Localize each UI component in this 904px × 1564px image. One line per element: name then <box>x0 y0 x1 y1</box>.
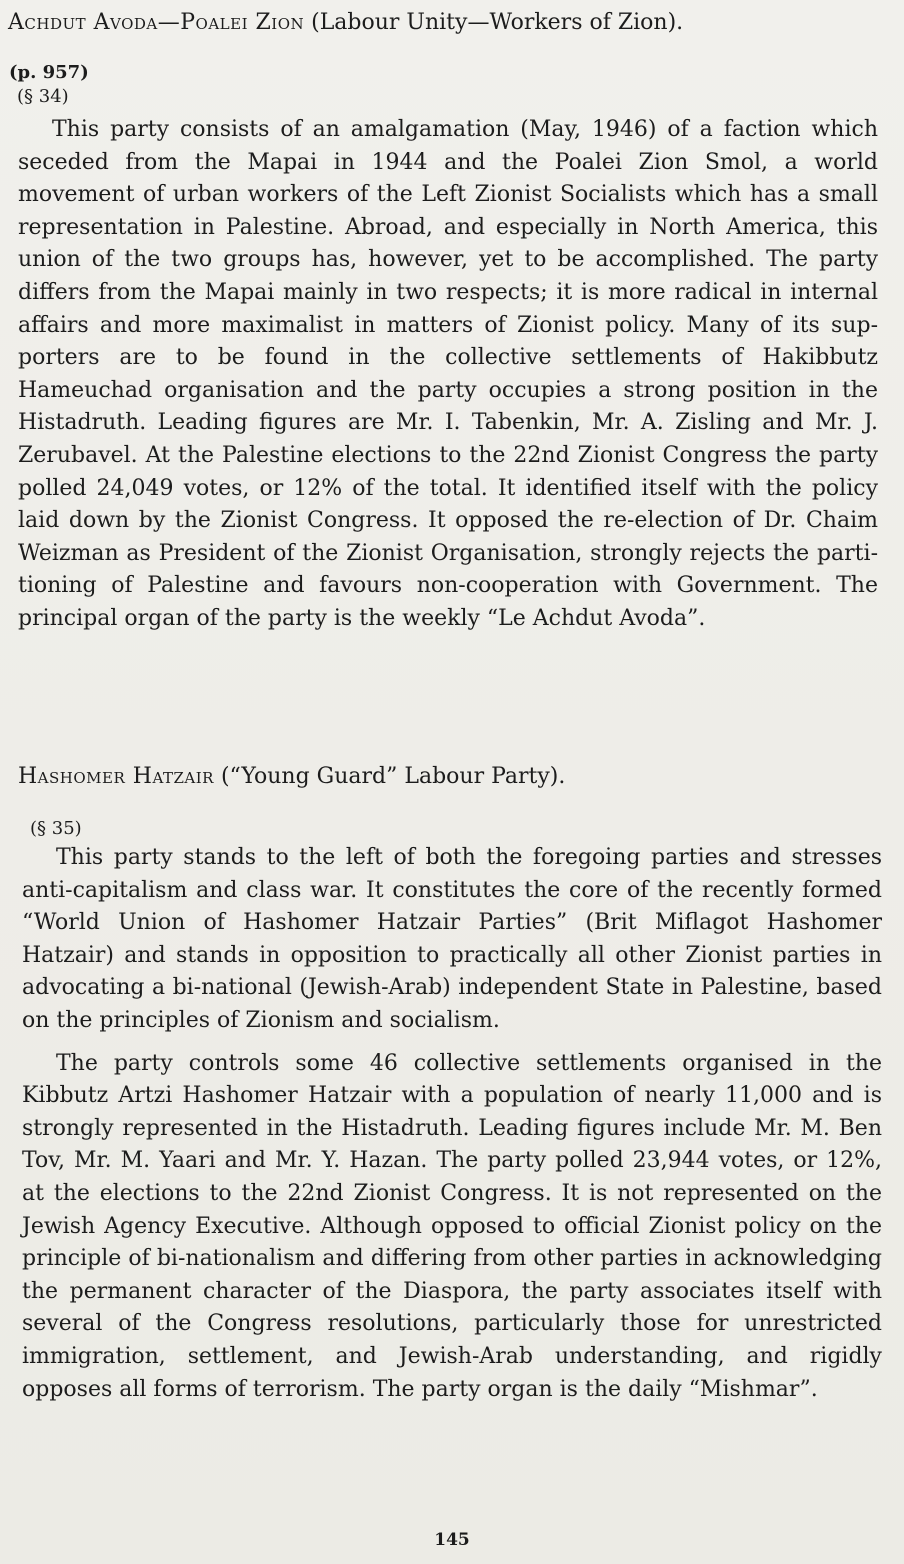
heading-party-translation: (“Young Guard” Labour Party). <box>213 764 566 789</box>
paragraph-hashomer-intro: This party stands to the left of both the foregoing parties and stresses anti-capitalism and class war. It constitutes the core of the recently formed “World Union of Hashomer Hatzair Parties” (Brit Miflagot Hashomer Hatzair) and stands in opposition to practically all other Zionist parties in advocating a bi-national (Jewish-Arab) independent State in Palestine, based on the principles of Zionism and socialism. <box>22 845 882 1033</box>
heading-party-translation: (Labour Unity—Workers of Zion). <box>304 10 684 35</box>
section-heading-hashomer-hatzair <box>18 762 565 792</box>
section-body-hashomer-hatzair <box>22 842 882 1406</box>
heading-party-name: Achdut Avoda—Poalei Zion <box>8 10 305 35</box>
section-body-achdut-avoda <box>18 114 878 636</box>
page-reference: (p. 957) <box>9 62 89 83</box>
paragraph-achdut-avoda: This party consists of an amalgamation (May, 1946) of a faction which seceded from the Mapai in 1944 and the Poalei Zion Smol, a world movement of urban workers of the Left Zionist Socialists which has a small representation in Palestine. Abroad, and especially in North America, this union of the two groups has, however, yet to be accomplished. The party differs from the Mapai mainly in two respects; it is more radical in internal affairs and more maximalist in matters of Zionist policy. Many of its supporters are to be found in the collective settlements of Hakibbutz Hameuchad organisation and the party occupies a strong position in the Histadruth. Leading figures are Mr. I. Tabenkin, Mr. A. Zisling and Mr. J. Zerubavel. At the Palestine elections to the 22nd Zionist Congress the party polled 24,049 votes, or 12% of the total. It identified itself with the policy laid down by the Zionist Congress. It opposed the re-election of Dr. Chaim Weizman as President of the Zionist Organisation, strongly rejects the partitioning of Palestine and favours non-cooperation with Government. The principal organ of the party is the weekly “Le Achdut Avoda”. <box>18 117 878 631</box>
heading-party-name: Hashomer Hatzair <box>18 764 214 789</box>
page-number: 145 <box>434 1530 470 1550</box>
paragraph-hashomer-details: The party controls some 46 collective settlements organised in the Kibbutz Artzi Hashomer Hatzair with a population of nearly 11,000 and is strongly represented in the Histadruth. Leading figures include Mr. M. Ben Tov, Mr. M. Yaari and Mr. Y. Hazan. The party polled 23,944 votes, or 12%, at the elections to the 22nd Zionist Congress. It is not represented on the Jewish Agency Executive. Although opposed to official Zionist policy on the principle of bi-nationalism and differing from other parties in acknowledging the permanent character of the Diaspora, the party associates itself with several of the Congress resolutions, particularly those for unrestricted immigration, settlement, and Jewish-Arab understanding, and rigidly opposes all forms of terrorism. The party organ is the daily “Mishmar”. <box>22 1050 882 1402</box>
section-reference-35: (§ 35) <box>30 818 82 839</box>
section-reference-34: (§ 34) <box>17 86 69 107</box>
section-heading-achdut-avoda <box>8 8 683 38</box>
